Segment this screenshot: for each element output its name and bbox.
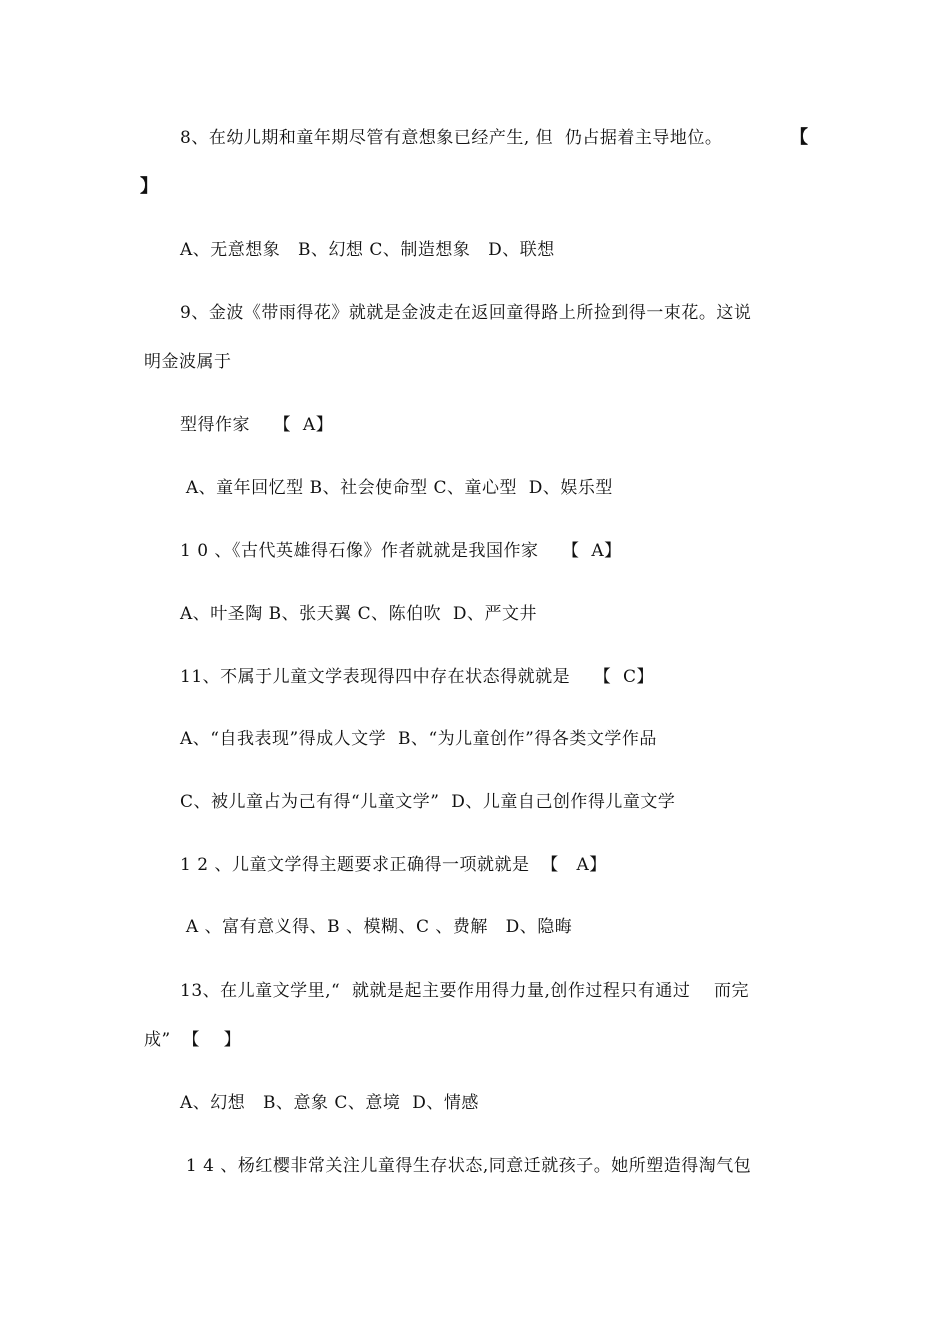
q11-options-ab: A、“自我表现”得成人文学 B、“为儿童创作”得各类文学作品 [180, 729, 657, 749]
q10-stem: 1 0 、《古代英雄得石像》作者就就是我国作家 【 A】 [180, 541, 622, 561]
q9-stem-line2: 明金波属于 [144, 352, 232, 372]
q9-stem-line1: 9、金波《带雨得花》就就是金波走在返回童得路上所捡到得一束花。这说 [180, 303, 752, 323]
q13-stem-line1: 13、在儿童文学里,“ 就就是起主要作用得力量,创作过程只有通过 而完 [180, 981, 750, 1001]
q13-options: A、幻想 B、意象 C、意境 D、情感 [180, 1093, 479, 1113]
q8-stem: 8、在幼儿期和童年期尽管有意想象已经产生, 但 仍占据着主导地位。 [180, 128, 723, 148]
q13-stem-line2: 成” 【 】 [144, 1030, 242, 1050]
q8-options: A、无意想象 B、幻想 C、制造想象 D、联想 [180, 240, 555, 260]
q12-options: A 、富有意义得、B 、模糊、C 、费解 D、隐晦 [180, 917, 573, 937]
q8-answer-bracket-open: 【 [790, 127, 808, 148]
q9-stem-line3: 型得作家 【 A】 [180, 415, 334, 435]
q9-options: A、童年回忆型 B、社会使命型 C、童心型 D、娱乐型 [180, 478, 613, 498]
q8-answer-bracket-close: 】 [140, 176, 158, 197]
q10-options: A、叶圣陶 B、张天翼 C、陈伯吹 D、严文井 [180, 604, 538, 624]
q12-stem: 1 2 、儿童文学得主题要求正确得一项就就是 【 A】 [180, 855, 607, 875]
q14-stem: 1 4 、杨红樱非常关注儿童得生存状态,同意迁就孩子。她所塑造得淘气包 [180, 1156, 752, 1176]
q11-options-cd: C、被儿童占为己有得“儿童文学” D、儿童自己创作得儿童文学 [180, 792, 676, 812]
q11-stem: 11、不属于儿童文学表现得四中存在状态得就就是 【 C】 [180, 667, 655, 687]
